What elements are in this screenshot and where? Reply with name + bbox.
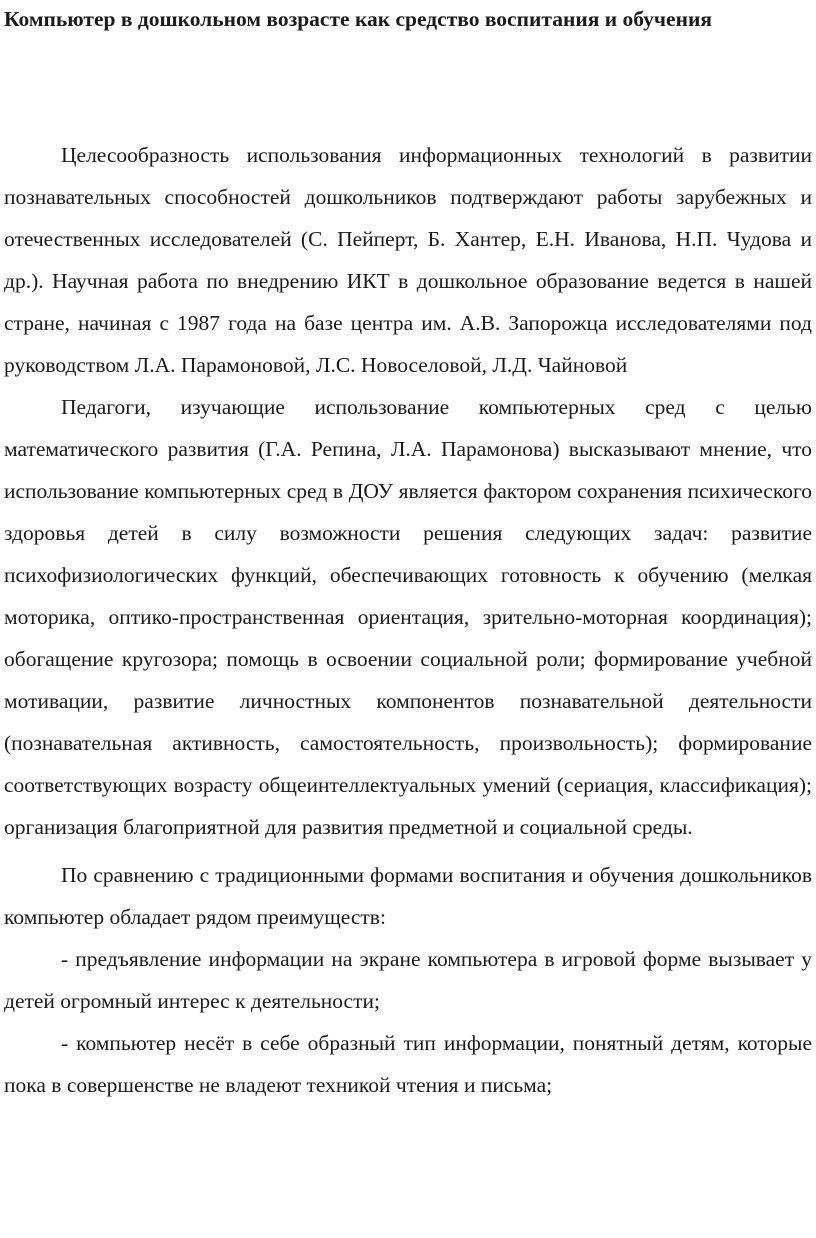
paragraph-advantages-intro: По сравнению с традиционными формами воспитания и обучения дошкольников компьютер обладает рядом преимуществ: bbox=[4, 863, 812, 929]
paragraph-educators: Педагоги, изучающие использование компьютерных сред с целью математического развития (Г.А. Репина, Л.А. Парамонова) высказывают мнение, что использование компьютерных сред в ДОУ является фактором сохранения психического здоровья детей в силу возможности решения следующих задач: развитие психофизиологических функций, обеспечивающих готовность к обучению (мелкая моторика, оптико-пространственная ориентация, зрительно-моторная координация); обогащение кругозора; помощь в освоении социальной роли; формирование учебной мотивации, развитие личностных компонентов познавательной деятельности (познавательная активность, самостоятельность, произвольность); формирование соответствующих возрасту общеинтеллектуальных умений (сериация, классификация); организация благоприятной для развития предметной и социальной среды. bbox=[4, 395, 812, 839]
paragraph-research: Целесообразность использования информационных технологий в развитии познавательных способностей дошкольников подтверждают работы зарубежных и отечественных исследователей (С. Пейперт, Б. Хантер, Е.Н. Иванова, Н.П. Чудова и др.). Научная работа по внедрению ИКТ в дошкольное образование ведется в нашей стране, начиная с 1987 года на базе центра им. А.В. Запорожца исследователями под руководством Л.А. Парамоновой, Л.С. Новоселовой, Л.Д. Чайновой bbox=[4, 143, 812, 377]
list-item: - предъявление информации на экране компьютера в игровой форме вызывает у детей огромный интерес к деятельности; bbox=[4, 947, 812, 1013]
document-title: Компьютер в дошкольном возрасте как средство воспитания и обучения bbox=[4, 7, 712, 31]
list-item: - компьютер несёт в себе образный тип информации, понятный детям, которые пока в совершенстве не владеют техникой чтения и письма; bbox=[4, 1031, 812, 1097]
document-body bbox=[4, 134, 812, 1106]
